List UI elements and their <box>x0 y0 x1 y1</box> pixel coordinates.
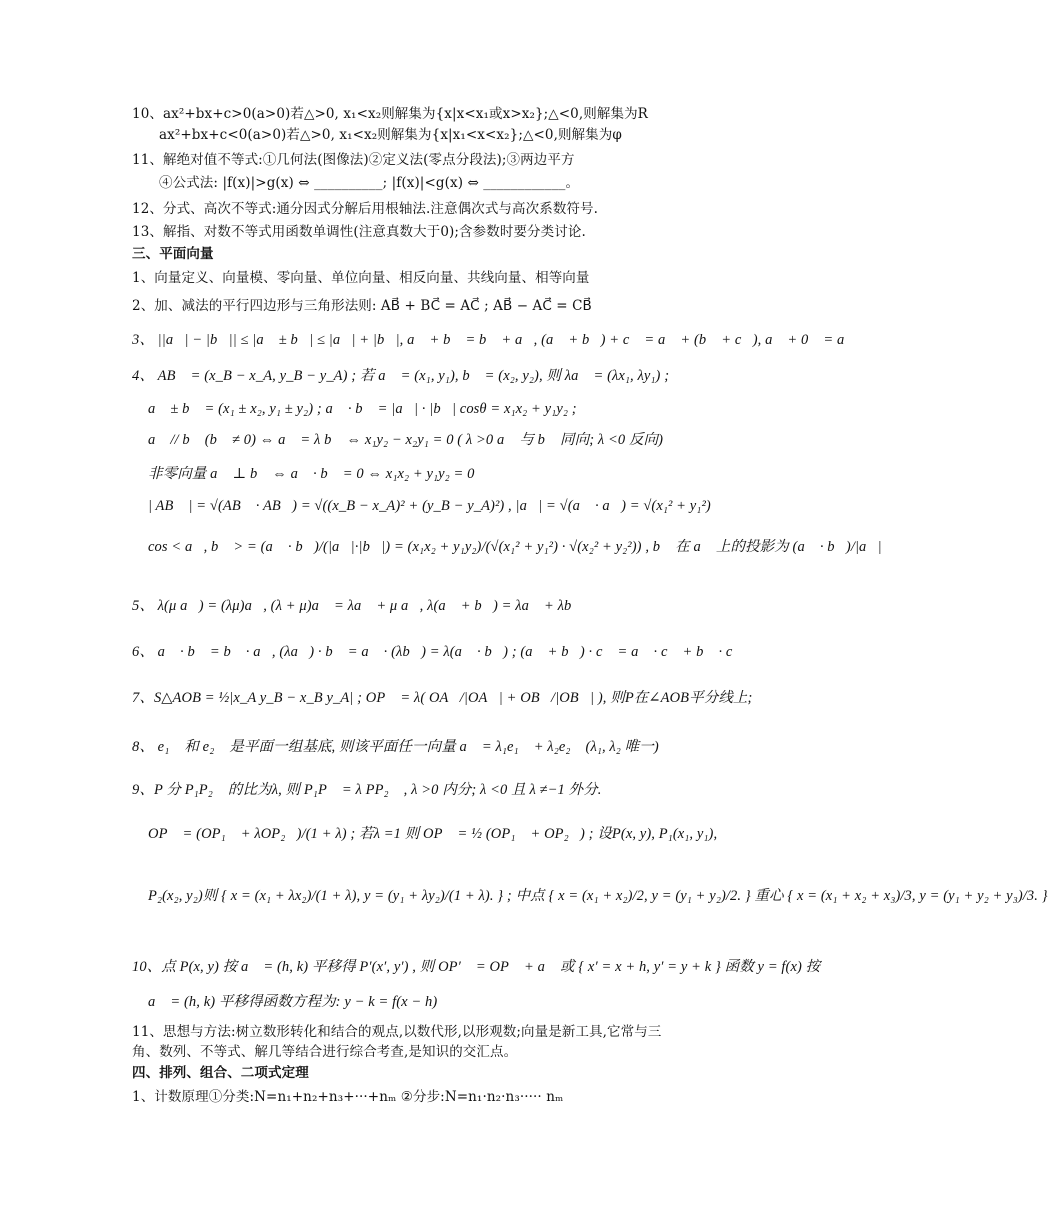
item-13-exp-log-ineq: 13、解指、对数不等式用函数单调性(注意真数大于0);含参数时要分类讨论. <box>132 224 586 240</box>
vector-item-9-section-formula: OP⃗ = (OP₁⃗ + λOP₂⃗)/(1 + λ) ; 若λ =1 则 OP⃗ = ½ (OP₁⃗ + OP₂⃗) ; 设P(x, y), P₁(x₁, y₁), <box>148 826 718 842</box>
vector-item-4-coordinates: 4、 AB⃗ = (x_B − x_A, y_B − y_A) ; 若 a⃗ = (x₁, y₁), b⃗ = (x₂, y₂), 则 λa⃗ = (λx₁, λy₁) ; <box>132 368 670 384</box>
vector-item-9-ratio: 9、P 分 P₁P₂⃗ 的比为λ, 则 P₁P⃗ = λ PP₂⃗ , λ >0 内分; λ <0 且 λ ≠−1 外分. <box>132 782 602 798</box>
vector-item-9-coordinates: P₂(x₂, y₂)则 { x = (x₁ + λx₂)/(1 + λ), y = (y₁ + λy₂)/(1 + λ). } ; 中点 { x = (x₁ + x₂)/2, y = (y₁ + y₂)/2. } 重心 { x = (x₁ + x₂ + x₃)/3, y = (y₁ + y₂ + y₃)/3. } <box>148 888 1048 904</box>
item-11-formula-method: ④公式法: |f(x)|>g(x) ⇔ __________; |f(x)|<g(x) ⇔ ____________。 <box>159 175 580 191</box>
vector-item-10-function-translation: a⃗ = (h, k) 平移得函数方程为: y − k = f(x − h) <box>148 994 438 1010</box>
vector-item-4-magnitude: | AB⃗ | = √(AB⃗ · AB⃗) = √((x_B − x_A)² + (y_B − y_A)²) , |a⃗| = √(a⃗ · a⃗) = √(x₁² + y₁²) <box>148 498 711 514</box>
vector-item-4-dot-product: a⃗ ± b⃗ = (x₁ ± x₂, y₁ ± y₂) ; a⃗ · b⃗ = |a⃗| · |b⃗| cosθ = x₁x₂ + y₁y₂ ; <box>148 401 577 417</box>
vector-item-11-methods: 11、思想与方法:树立数形转化和结合的观点,以数代形,以形观数;向量是新工具,它常与三 <box>132 1024 662 1040</box>
vector-item-10-translation: 10、点 P(x, y) 按 a⃗ = (h, k) 平移得 P′(x′, y′) , 则 OP′⃗ = OP⃗ + a⃗ 或 { x′ = x + h, y′ = y + k } 函数 y = f(x) 按 <box>132 959 821 975</box>
section-heading-combinatorics: 四、排列、组合、二项式定理 <box>132 1065 309 1081</box>
vector-item-4-parallel: a⃗ // b⃗ (b⃗ ≠ 0) ⇔ a⃗ = λ b⃗ ⇔ x₁y₂ − x₂y₁ = 0 ( λ >0 a⃗ 与 b⃗ 同向; λ <0 反向) <box>148 432 664 448</box>
item-10-quadratic-ineq-negative: ax²+bx+c<0(a>0)若△>0, x₁<x₂则解集为{x|x₁<x<x₂};△<0,则解集为φ <box>159 127 622 143</box>
item-11-absolute-value-ineq: 11、解绝对值不等式:①几何法(图像法)②定义法(零点分段法);③两边平方 <box>132 152 575 168</box>
vector-item-4-perpendicular: 非零向量 a⃗ ⊥ b⃗ ⇔ a⃗ · b⃗ = 0 ⇔ x₁x₂ + y₁y₂ = 0 <box>148 466 475 482</box>
vector-item-11-methods-continued: 角、数列、不等式、解几等结合进行综合考查,是知识的交汇点。 <box>132 1044 518 1060</box>
vector-item-3: 3、 ||a⃗| − |b⃗|| ≤ |a⃗ ± b⃗| ≤ |a⃗| + |b⃗|, a⃗ + b⃗ = b⃗ + a⃗, (a⃗ + b⃗) + c⃗ = a⃗ + (b⃗ + c⃗), a⃗ + 0⃗ = a⃗ <box>132 332 856 348</box>
item-10-quadratic-ineq-positive: 10、ax²+bx+c>0(a>0)若△>0, x₁<x₂则解集为{x|x<x₁或x>x₂};△<0,则解集为R <box>132 106 648 122</box>
vector-item-8: 8、 e₁⃗ 和 e₂⃗ 是平面一组基底, 则该平面任一向量 a⃗ = λ₁e₁⃗ + λ₂e₂⃗ (λ₁, λ₂ 唯一) <box>132 739 659 755</box>
item-12-fractional-ineq: 12、分式、高次不等式:通分因式分解后用根轴法.注意偶次式与高次系数符号. <box>132 201 599 217</box>
combinatorics-item-1-counting-principle: 1、计数原理①分类:N=n₁+n₂+n₃+···+nₘ ②分步:N=n₁·n₂·n₃····· nₘ <box>132 1089 564 1105</box>
section-heading-vectors: 三、平面向量 <box>132 246 214 262</box>
vector-item-2: 2、加、减法的平行四边形与三角形法则: AB⃗ + BC⃗ = AC⃗ ; AB⃗ − AC⃗ = CB⃗ <box>132 298 592 314</box>
vector-item-5: 5、 λ(μ a⃗) = (λμ)a⃗, (λ + μ)a⃗ = λa⃗ + μ a⃗, λ(a⃗ + b⃗) = λa⃗ + λb⃗ <box>132 598 583 614</box>
vector-item-1: 1、向量定义、向量模、零向量、单位向量、相反向量、共线向量、相等向量 <box>132 270 590 286</box>
vector-item-7: 7、S△AOB = ½|x_A y_B − x_B y_A| ; OP⃗ = λ( OA⃗/|OA⃗| + OB⃗/|OB⃗| ), 则P在∠AOB平分线上; <box>132 690 753 706</box>
vector-item-6: 6、 a⃗ · b⃗ = b⃗ · a⃗, (λa⃗) · b⃗ = a⃗ · (λb⃗) = λ(a⃗ · b⃗) ; (a⃗ + b⃗) · c⃗ = a⃗ · c⃗ + b⃗ · c⃗ <box>132 644 744 660</box>
vector-item-4-cosine-projection: cos < a⃗, b⃗ > = (a⃗ · b⃗)/(|a⃗|·|b⃗|) = (x₁x₂ + y₁y₂)/(√(x₁² + y₁²) · √(x₂² + y₂²)) , b⃗ 在 a⃗ 上的投影为 (a⃗ · b⃗)/|a⃗| <box>148 539 882 555</box>
